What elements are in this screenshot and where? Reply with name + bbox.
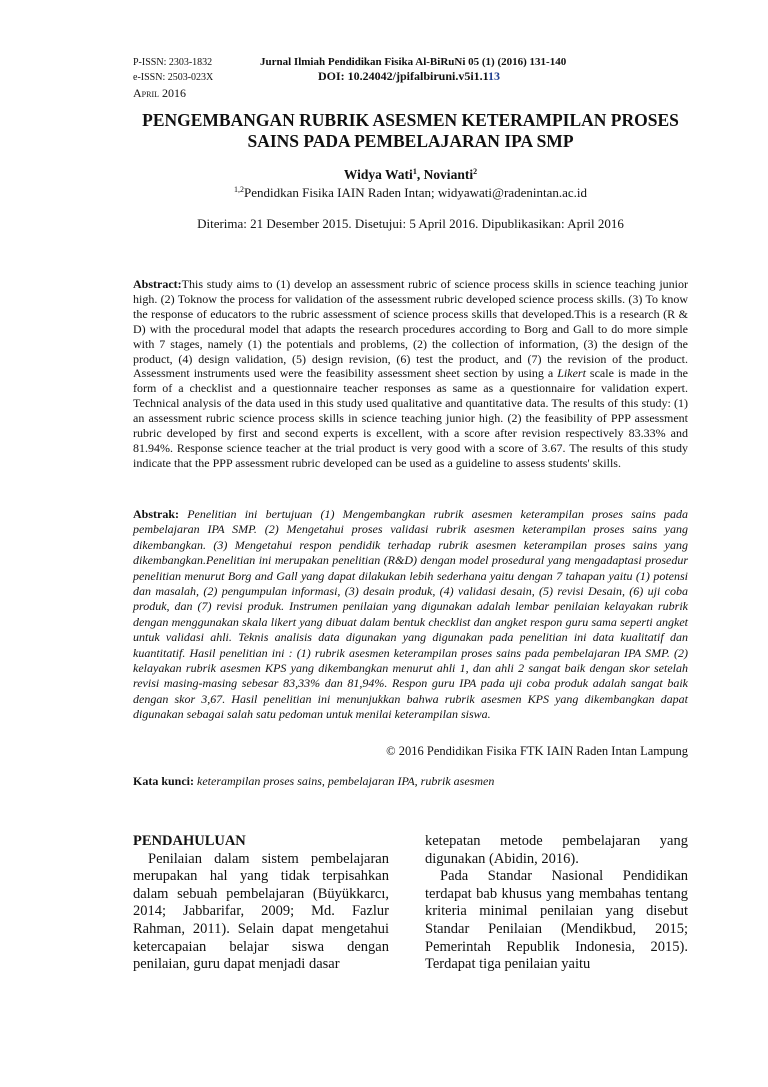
doi[interactable] (318, 69, 500, 83)
affiliation-sup: 1,2 (233, 185, 244, 194)
abstract-label: Abstract: (133, 277, 182, 291)
affiliation-text: Pendidkan Fisika IAIN Raden Intan; widyawati@radenintan.ac.id (243, 185, 588, 200)
copyright-notice: © 2016 Pendidikan Fisika FTK IAIN Raden Intan Lampung (386, 744, 688, 758)
abstrak-label: Abstrak: (133, 507, 180, 521)
journal-name: Jurnal Ilmiah Pendidikan Fisika Al-BiRuNi 05 (1) (2016) 131-140 (260, 56, 567, 68)
title-line-2: SAINS PADA PEMBELAJARAN IPA SMP (247, 131, 574, 151)
author-separator: , (416, 167, 424, 182)
issue-date: April 2016 (133, 86, 187, 100)
affiliation (133, 185, 688, 201)
body-column-left (133, 833, 389, 974)
abstract-likert: Likert (557, 366, 586, 381)
abstract-text-b: scale is made in the form of a checklist and a questionnaire teacher responses as same as a questionnaire for validation expert. Technical analysis of the data used in this study used qualitative and quantitative data. The results of this study: (1) an assessment rubric science process skills in science teaching junior high. (2) the feasibility of PPP assessment rubric developed by first and second experts is excellent, with a score after revision respectively 83.33% and 81.94%. Response science teacher at the trial product is very good with a score of 3.67. The results of this study indicate that the PPP assessment rubric developed can be used as a guideline to assess students' skills. (133, 366, 688, 470)
body-paragraph-continued: ketepatan metode pembelajaran yang digunakan (Abidin, 2016). (425, 833, 688, 867)
abstrak-text: Penelitian ini bertujuan (1) Mengembangkan rubrik asesmen keterampilan proses sains pada pembelajaran IPA SMP. (2) Mengetahui proses validasi rubrik asesmen keterampilan proses sains yang dikembangkan. (3) Mengetahui respon pendidik terhadap rubrik asesmen keterampilan proses sains yang dikembangkan.Penelitian ini merupakan penelitian (R&D) dengan model prosedural yang mengadaptasi prosedur penelitian menurut Borg and Gall yang dapat dilakukan lebih sederhana yaitu dengan 7 tahapan yaitu (1) potensi dan masalah, (2) pengumpulan informasi, (3) desain produk, (4) validasi desain, (5) revisi Desain, (6) uji coba produk, dan (7) revisi produk. Instrumen penilaian yang digunakan adalah lembar penilaian kelayakan rubrik dengan menggunakan skala likert yang dibuat dalam bentuk checklist dan angket respon guru sama seperti angket untuk validasi ahli. Teknis analisis data digunakan yang digunakan pada penelitian ini data kualitatif dan kuantitatif. Hasil penelitian ini : (1) rubrik asesmen keterampilan proses sains pada pembelajaran IPA SMP. (2) kelayakan rubrik asesmen KPS yang dikembangkan menurut ahli 1, dan ahli 2 sangat baik dengan skor setelah revisi masing-masing sebesar 83,33% dan 81,94%. Respon guru IPA pada uji coba produk adalah sangat baik dengan skor 3,67. Hasil penelitian ini menunjukkan bahwa rubrik asesmen KPS yang dikembangkan dapat digunakan sebagai salah satu pedoman untuk menilai keterampilan siswa. (133, 507, 688, 722)
body-paragraph: Penilaian dalam sistem pembelajaran merupakan hal yang tidak terpisahkan dalam sebuah pembelajaran (Büyükkarcı, 2014; Jabbarifar, 2009; Md. Fazlur Rahman, 2011). Selain dapat mengetahui ketercapaian belajar siswa dengan penilaian, guru dapat menjadi dasar (133, 850, 389, 973)
doi-prefix: DOI: 10.24042/jpifalbiruni.v5i1.1 (318, 69, 489, 83)
e-issn: e-ISSN: 2503-023X (133, 72, 214, 83)
keywords (133, 773, 688, 789)
author-1-sup: 1 (412, 167, 417, 176)
doi-suffix: 13 (488, 69, 501, 83)
body-paragraph: Pada Standar Nasional Pendidikan terdapat bab khusus yang membahas tentang kriteria minimal penilaian yang disebut Standar Penilaian (Mendikbud, 2015; Pemerintah Republik Indonesia, 2015). Terdapat tiga penilaian yaitu (425, 868, 688, 973)
section-heading: PENDAHULUAN (133, 833, 246, 849)
p-issn: P-ISSN: 2303-1832 (133, 57, 213, 68)
abstract-text-a: This study aims to (1) develop an assessment rubric of science process skills in science teaching junior high. (2) Toknow the process for validation of the assessment rubric developed science process skills. (3) To know the response of educators to the rubric assessment of science process skills that developed.This is a research (R & D) with the procedural model that adapts the research procedures according to Borg and Gall to do more simple with 7 stages, namely (1) the potentials and problems, (2) the collection of information, (3) the design of the product, (4) design validation, (5) design revision, (6) test the product, and (7) the revision of the product. Assessment instruments used were the feasibility assessment sheet section by using a (133, 277, 688, 381)
abstract-indonesian (133, 507, 688, 723)
body-column-right (425, 833, 688, 974)
title-line-1: PENGEMBANGAN RUBRIK ASESMEN KETERAMPILAN PROSES (142, 110, 679, 130)
keywords-label: Kata kunci: (133, 774, 195, 788)
author-2: Novianti (423, 167, 474, 182)
article-title (133, 110, 688, 152)
authors (133, 167, 688, 183)
publication-dates: Diterima: 21 Desember 2015. Disetujui: 5 April 2016. Dipublikasikan: April 2016 (197, 216, 624, 231)
keywords-value: keterampilan proses sains, pembelajaran IPA, rubrik asesmen (194, 774, 495, 788)
author-1: Widya Wati (343, 167, 413, 182)
author-2-sup: 2 (473, 167, 478, 176)
abstract-english (133, 277, 688, 471)
